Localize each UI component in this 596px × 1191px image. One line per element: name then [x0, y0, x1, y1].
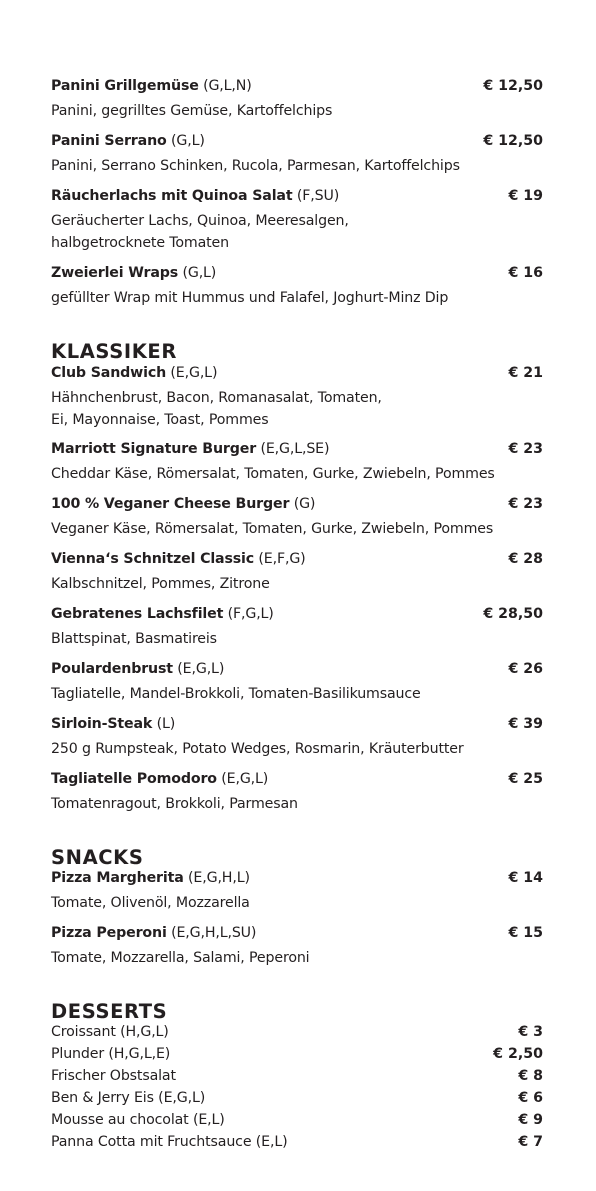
dessert-price: € 2,50 — [493, 1046, 543, 1062]
dessert-item — [51, 1134, 543, 1156]
section-heading-snacks: SNACKS — [51, 846, 144, 869]
item-name: Panini Grillgemüse (G,L,N) — [51, 78, 252, 94]
item-description: Tomate, Mozzarella, Salami, Peperoni — [51, 950, 310, 966]
item-description: halbgetrocknete Tomaten — [51, 235, 229, 251]
item-price: € 28 — [508, 551, 543, 567]
item-description: 250 g Rumpsteak, Potato Wedges, Rosmarin, Kräuterbutter — [51, 741, 464, 757]
menu-item-tagliatelle-pomodoro — [51, 771, 543, 815]
item-price: € 12,50 — [483, 78, 543, 94]
item-description: Panini, Serrano Schinken, Rucola, Parmesan, Kartoffelchips — [51, 158, 460, 174]
item-description: Blattspinat, Basmatireis — [51, 631, 217, 647]
item-description: Panini, gegrilltes Gemüse, Kartoffelchips — [51, 103, 333, 119]
item-name: Poulardenbrust (E,G,L) — [51, 661, 225, 677]
menu-item-raeucherlachs — [51, 188, 543, 254]
item-description: gefüllter Wrap mit Hummus und Falafel, Joghurt-Minz Dip — [51, 290, 449, 306]
section-heading-desserts: DESSERTS — [51, 1000, 168, 1023]
dessert-name: Croissant (H,G,L) — [51, 1024, 169, 1040]
item-description: Veganer Käse, Römersalat, Tomaten, Gurke, Zwiebeln, Pommes — [51, 521, 494, 537]
section-heading-klassiker: KLASSIKER — [51, 340, 177, 363]
item-description: Tomatenragout, Brokkoli, Parmesan — [51, 796, 298, 812]
dessert-item — [51, 1024, 543, 1046]
item-price: € 25 — [508, 771, 543, 787]
menu-item-vegan-burger — [51, 496, 543, 540]
item-price: € 26 — [508, 661, 543, 677]
dessert-name: Plunder (H,G,L,E) — [51, 1046, 171, 1062]
menu-item-signature-burger — [51, 441, 543, 485]
item-description: Tomate, Olivenöl, Mozzarella — [51, 895, 250, 911]
item-price: € 14 — [508, 870, 543, 886]
menu-item-poulardenbrust — [51, 661, 543, 705]
menu-item-schnitzel — [51, 551, 543, 595]
dessert-price: € 6 — [518, 1090, 543, 1106]
item-name: Club Sandwich (E,G,L) — [51, 365, 218, 381]
dessert-item — [51, 1046, 543, 1068]
item-price: € 28,50 — [483, 606, 543, 622]
menu-item-pizza-peperoni — [51, 925, 543, 969]
item-price: € 23 — [508, 441, 543, 457]
item-price: € 19 — [508, 188, 543, 204]
item-name: Tagliatelle Pomodoro (E,G,L) — [51, 771, 269, 787]
item-description: Geräucherter Lachs, Quinoa, Meeresalgen, — [51, 213, 349, 229]
item-description: Tagliatelle, Mandel-Brokkoli, Tomaten-Basilikumsauce — [51, 686, 421, 702]
item-name: Vienna‘s Schnitzel Classic (E,F,G) — [51, 551, 306, 567]
item-description: Ei, Mayonnaise, Toast, Pommes — [51, 412, 269, 428]
menu-item-zweierlei-wraps — [51, 265, 543, 309]
dessert-name: Ben & Jerry Eis (E,G,L) — [51, 1090, 206, 1106]
item-name: 100 % Veganer Cheese Burger (G) — [51, 496, 316, 512]
dessert-price: € 8 — [518, 1068, 543, 1084]
menu-item-club-sandwich — [51, 365, 543, 431]
menu-item-sirloin-steak — [51, 716, 543, 760]
dessert-item — [51, 1090, 543, 1112]
dessert-item — [51, 1068, 543, 1090]
item-price: € 16 — [508, 265, 543, 281]
menu-item-panini-serrano — [51, 133, 543, 177]
menu-item-panini-grillgemuese — [51, 78, 543, 122]
item-name: Räucherlachs mit Quinoa Salat (F,SU) — [51, 188, 340, 204]
item-name: Pizza Peperoni (E,G,H,L,SU) — [51, 925, 257, 941]
dessert-name: Panna Cotta mit Fruchtsauce (E,L) — [51, 1134, 288, 1150]
item-price: € 21 — [508, 365, 543, 381]
menu-item-pizza-margherita — [51, 870, 543, 914]
item-name: Marriott Signature Burger (E,G,L,SE) — [51, 441, 330, 457]
item-price: € 15 — [508, 925, 543, 941]
item-name: Pizza Margherita (E,G,H,L) — [51, 870, 250, 886]
dessert-name: Mousse au chocolat (E,L) — [51, 1112, 225, 1128]
item-description: Kalbschnitzel, Pommes, Zitrone — [51, 576, 270, 592]
item-name: Panini Serrano (G,L) — [51, 133, 205, 149]
dessert-price: € 9 — [518, 1112, 543, 1128]
item-name: Zweierlei Wraps (G,L) — [51, 265, 217, 281]
dessert-name: Frischer Obstsalat — [51, 1068, 176, 1084]
item-name: Sirloin-Steak (L) — [51, 716, 176, 732]
dessert-price: € 3 — [518, 1024, 543, 1040]
dessert-item — [51, 1112, 543, 1134]
item-name: Gebratenes Lachsfilet (F,G,L) — [51, 606, 274, 622]
item-price: € 23 — [508, 496, 543, 512]
dessert-price: € 7 — [518, 1134, 543, 1150]
item-price: € 12,50 — [483, 133, 543, 149]
menu-item-lachsfilet — [51, 606, 543, 650]
item-description: Cheddar Käse, Römersalat, Tomaten, Gurke, Zwiebeln, Pommes — [51, 466, 495, 482]
item-price: € 39 — [508, 716, 543, 732]
item-description: Hähnchenbrust, Bacon, Romanasalat, Tomaten, — [51, 390, 382, 406]
